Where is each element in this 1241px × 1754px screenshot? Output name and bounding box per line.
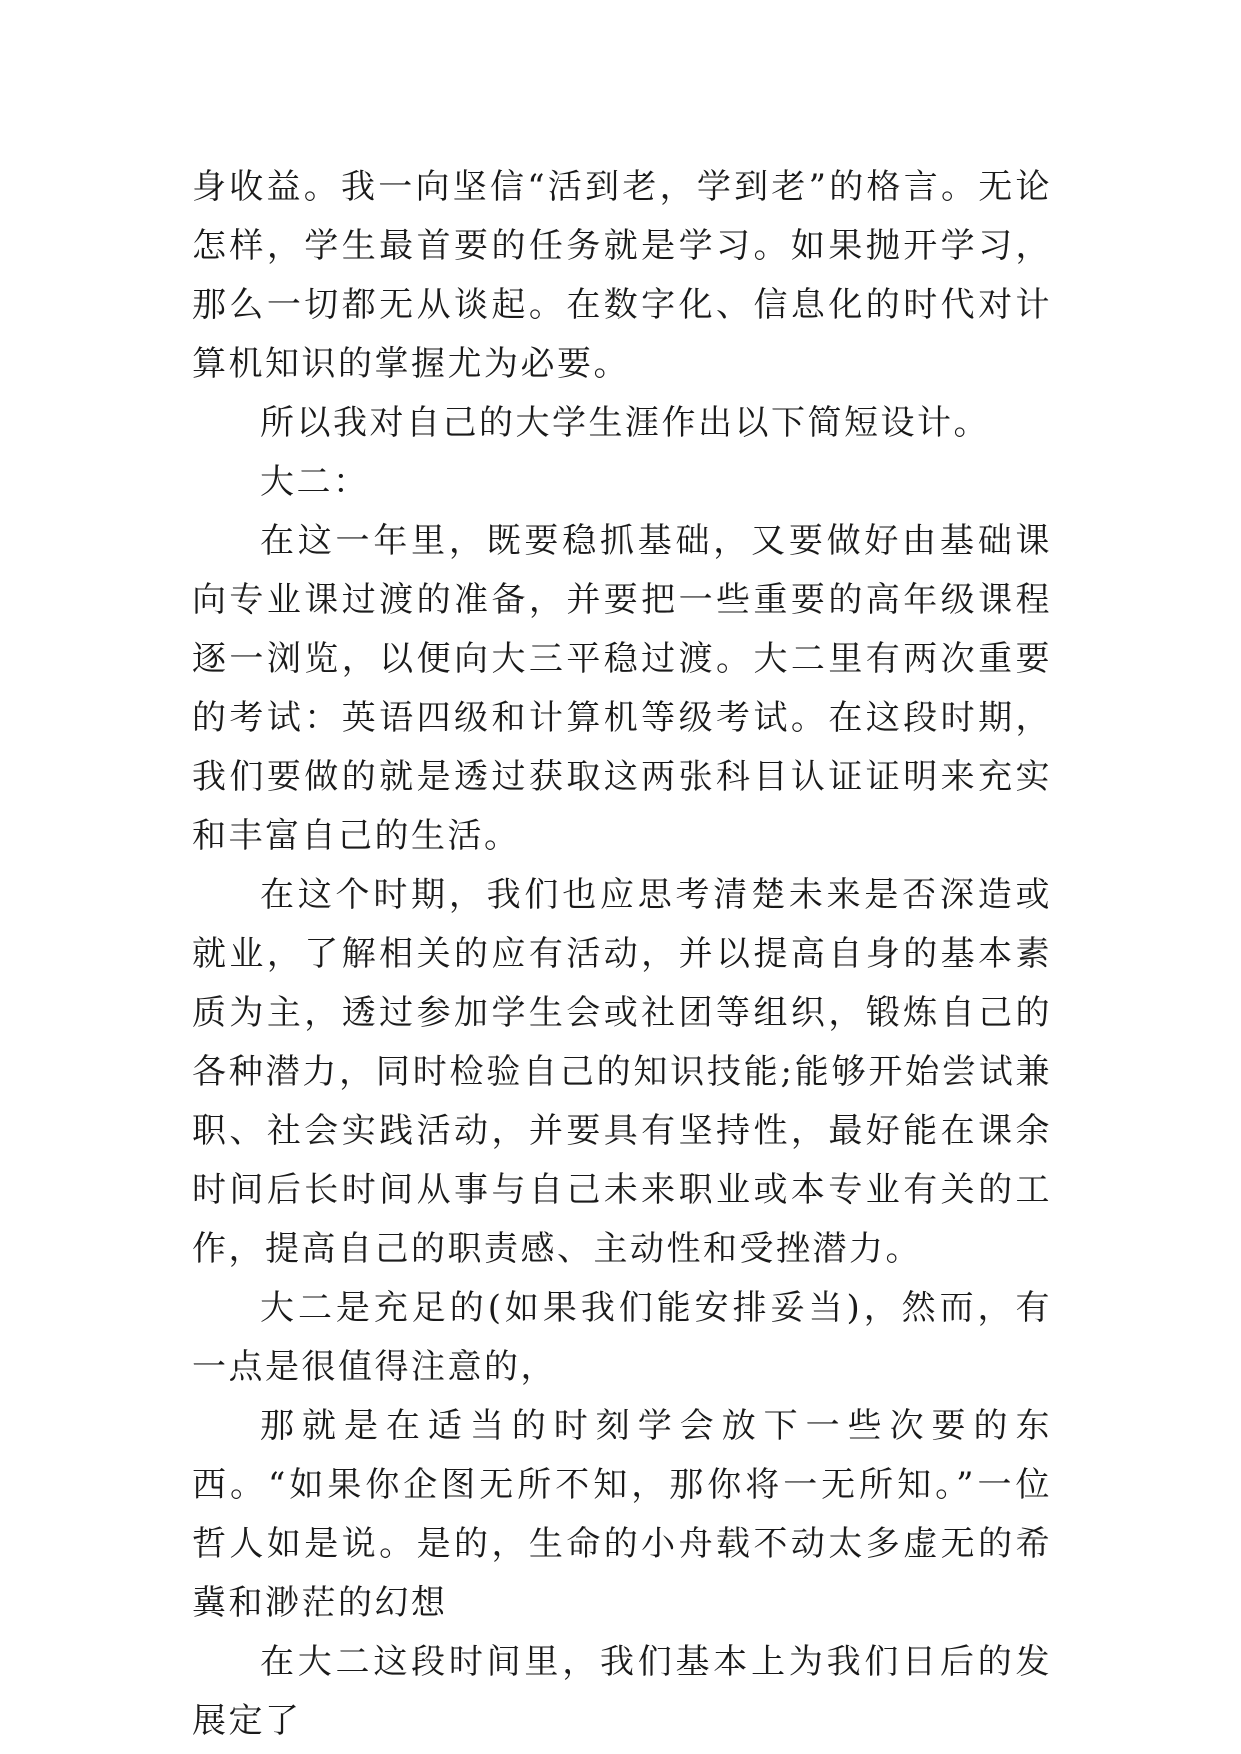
- paragraph: 在这一年里，既要稳抓基础，又要做好由基础课向专业课过渡的准备，并要把一些重要的高年级课程逐一浏览，以便向大三平稳过渡。大二里有两次重要的考试：英语四级和计算机等级考试。在这段时期，我们要做的就是透过获取这两张科目认证证明来充实和丰富自己的生活。: [192, 521, 1052, 856]
- paragraph: 身收益。我一向坚信“活到老，学到老”的格言。无论怎样，学生最首要的任务就是学习。如果抛开学习，那么一切都无从谈起。在数字化、信息化的时代对计算机知识的掌握尤为必要。: [192, 167, 1052, 384]
- paragraph: 那就是在适当的时刻学会放下一些次要的东西。“如果你企图无所不知，那你将一无所知。”一位哲人如是说。是的，生命的小舟载不动太多虚无的希冀和渺茫的幻想: [192, 1406, 1052, 1623]
- paragraph: 在大二这段时间里，我们基本上为我们日后的发展定了: [192, 1642, 1052, 1741]
- paragraph: 大二：: [260, 462, 370, 502]
- paragraph: 在这个时期，我们也应思考清楚未来是否深造或就业，了解相关的应有活动，并以提高自身的基本素质为主，透过参加学生会或社团等组织，锻炼自己的各种潜力，同时检验自己的知识技能;能够开始尝试兼职、社会实践活动，并要具有坚持性，最好能在课余时间后长时间从事与自己未来职业或本专业有关的工作，提高自己的职责感、主动性和受挫潜力。: [192, 875, 1052, 1269]
- paragraph: 所以我对自己的大学生涯作出以下简短设计。: [260, 403, 990, 443]
- paragraph: 大二是充足的(如果我们能安排妥当)，然而，有一点是很值得注意的，: [192, 1288, 1052, 1387]
- document-body: [192, 158, 1052, 1751]
